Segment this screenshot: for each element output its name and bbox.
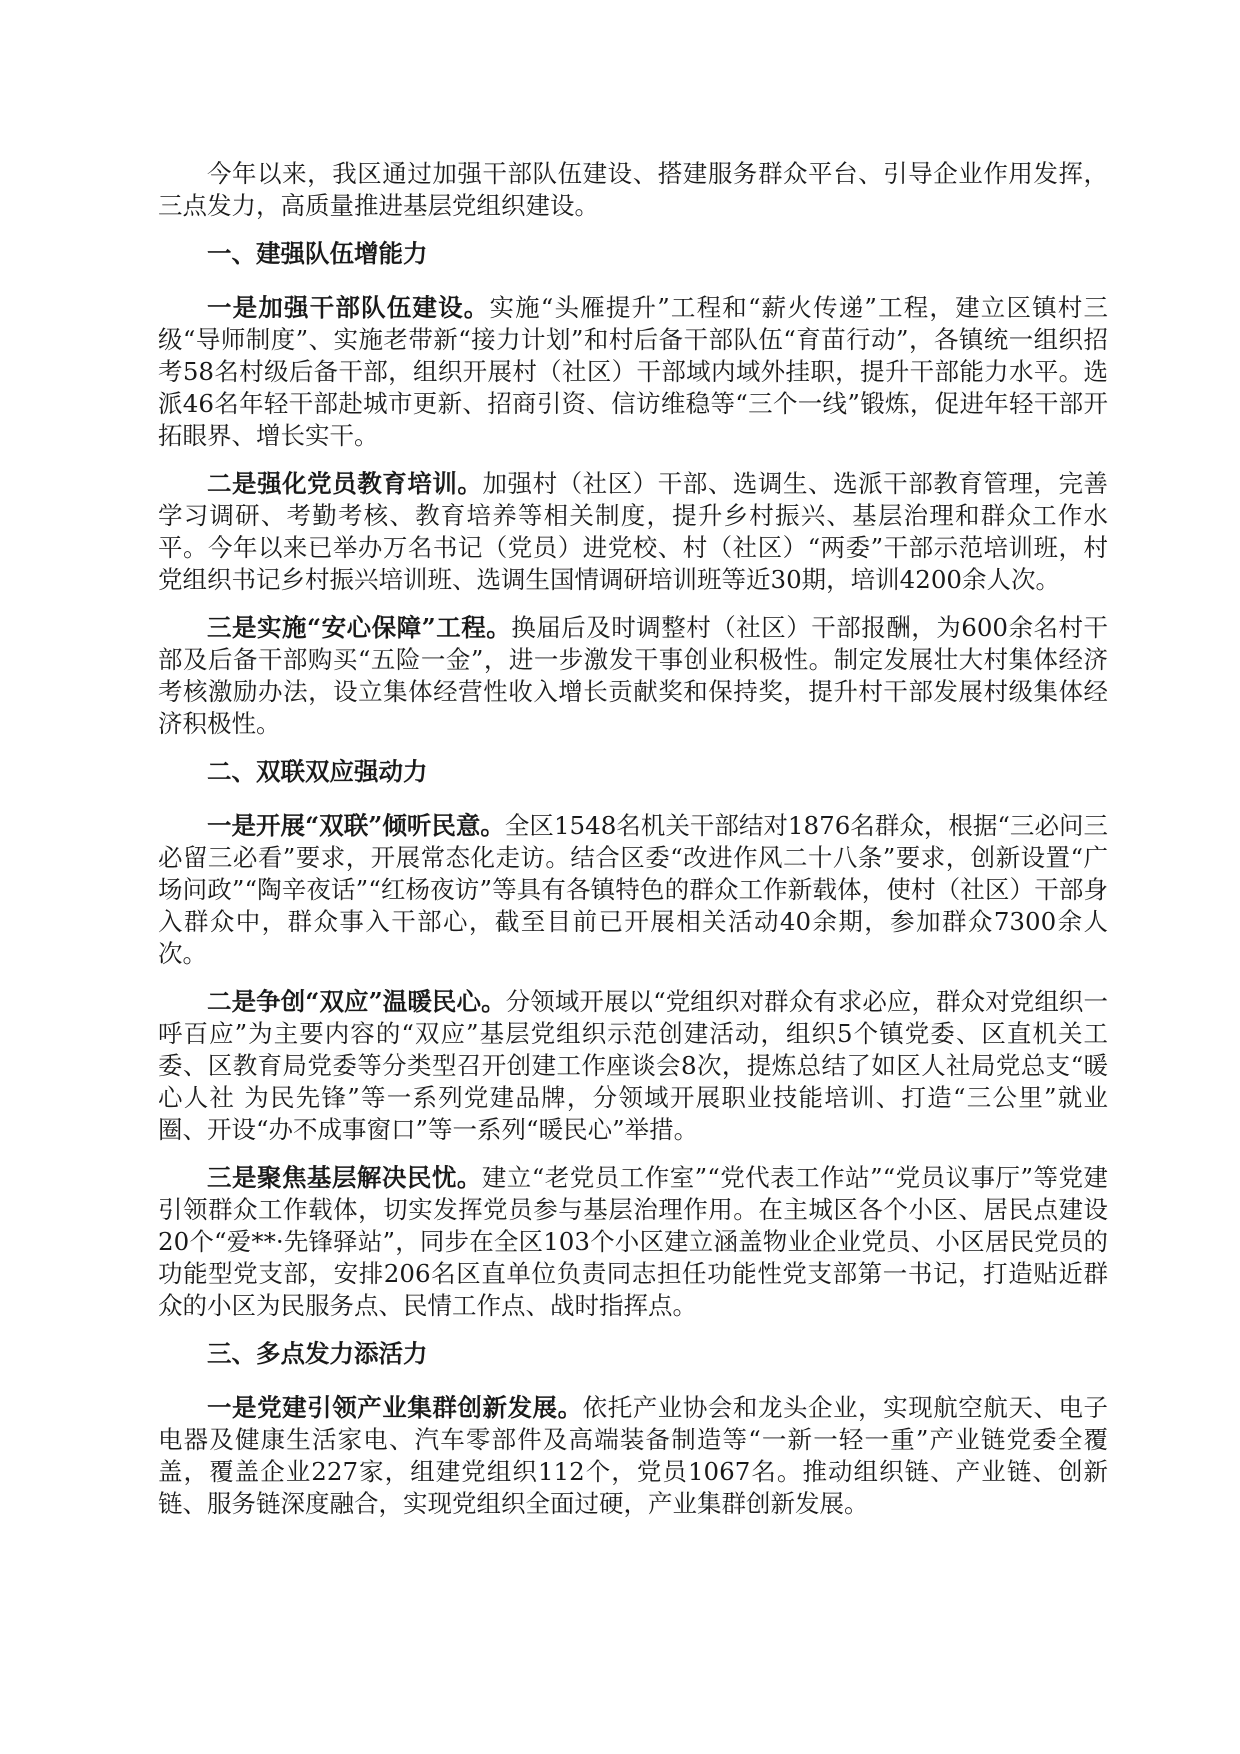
paragraph-3-1	[158, 1392, 1108, 1520]
paragraph-body: 实施“头雁提升”工程和“薪火传递”工程，建立区镇村三级“导师制度”、实施老带新“接力计划”和村后备干部队伍“育苗行动”，各镇统一组织招考58名村级后备干部，组织开展村（社区）干部域内域外挂职，提升干部能力水平。选派46名年轻干部赴城市更新、招商引资、信访维稳等“三个一线”锻炼，促进年轻干部开拓眼界、增长实干。	[158, 293, 1108, 450]
document-page	[158, 158, 1108, 1536]
section-heading-2: 二、双联双应强动力	[207, 757, 428, 786]
paragraph-body: 分领域开展以“党组织对群众有求必应，群众对党组织一呼百应”为主要内容的“双应”基层党组织示范创建活动，组织5个镇党委、区直机关工委、区教育局党委等分类型召开创建工作座谈会8次，提炼总结了如区人社局党总支“暖心人社 为民先锋”等一系列党建品牌，分领域开展职业技能培训、打造“三公里”就业圈、开设“办不成事窗口”等一系列“暖民心”举措。	[158, 987, 1108, 1144]
paragraph-body: 换届后及时调整村（社区）干部报酬，为600余名村干部及后备干部购买“五险一金”，进一步激发干事创业积极性。制定发展壮大村集体经济考核激励办法，设立集体经营性收入增长贡献奖和保持奖，提升村干部发展村级集体经济积极性。	[158, 613, 1108, 738]
paragraph-lead: 二是强化党员教育培训。	[207, 469, 483, 498]
paragraph-body: 全区1548名机关干部结对1876名群众，根据“三必问三必留三必看”要求，开展常态化走访。结合区委“改进作风二十八条”要求，创新设置“广场问政”“陶辛夜话”“红杨夜访”等具有各镇特色的群众工作新载体，使村（社区）干部身入群众中，群众事入干部心，截至目前已开展相关活动40余期，参加群众7300余人次。	[158, 811, 1108, 968]
intro-paragraph: 今年以来，我区通过加强干部队伍建设、搭建服务群众平台、引导企业作用发挥，三点发力，高质量推进基层党组织建设。	[158, 159, 1108, 220]
paragraph-1-1	[158, 292, 1108, 452]
paragraph-1-3	[158, 612, 1108, 740]
section-heading-1: 一、建强队伍增能力	[207, 239, 428, 268]
paragraph-lead: 三是实施“安心保障”工程。	[207, 613, 512, 642]
paragraph-lead: 一是开展“双联”倾听民意。	[207, 811, 505, 840]
paragraph-body: 加强村（社区）干部、选调生、选派干部教育管理，完善学习调研、考勤考核、教育培养等相关制度，提升乡村振兴、基层治理和群众工作水平。今年以来已举办万名书记（党员）进党校、村（社区）“两委”干部示范培训班，村党组织书记乡村振兴培训班、选调生国情调研培训班等近30期，培训4200余人次。	[158, 469, 1109, 594]
paragraph-lead: 二是争创“双应”温暖民心。	[207, 987, 506, 1016]
paragraph-lead: 一是加强干部队伍建设。	[207, 293, 490, 322]
paragraph-1-2	[158, 468, 1108, 596]
section-heading-3: 三、多点发力添活力	[207, 1339, 428, 1368]
paragraph-lead: 一是党建引领产业集群创新发展。	[207, 1393, 583, 1422]
paragraph-2-1	[158, 810, 1108, 970]
paragraph-lead: 三是聚焦基层解决民忧。	[207, 1163, 482, 1192]
paragraph-body: 依托产业协会和龙头企业，实现航空航天、电子电器及健康生活家电、汽车零部件及高端装备制造等“一新一轻一重”产业链党委全覆盖，覆盖企业227家，组建党组织112个，党员1067名。推动组织链、产业链、创新链、服务链深度融合，实现党组织全面过硬，产业集群创新发展。	[158, 1393, 1109, 1518]
paragraph-2-2	[158, 986, 1108, 1146]
paragraph-2-3	[158, 1162, 1108, 1322]
paragraph-body: 建立“老党员工作室”“党代表工作站”“党员议事厅”等党建引领群众工作载体，切实发挥党员参与基层治理作用。在主城区各个小区、居民点建设20个“爱**·先锋驿站”，同步在全区103个小区建立涵盖物业企业党员、小区居民党员的功能型党支部，安排206名区直单位负责同志担任功能性党支部第一书记，打造贴近群众的小区为民服务点、民情工作点、战时指挥点。	[158, 1163, 1109, 1320]
